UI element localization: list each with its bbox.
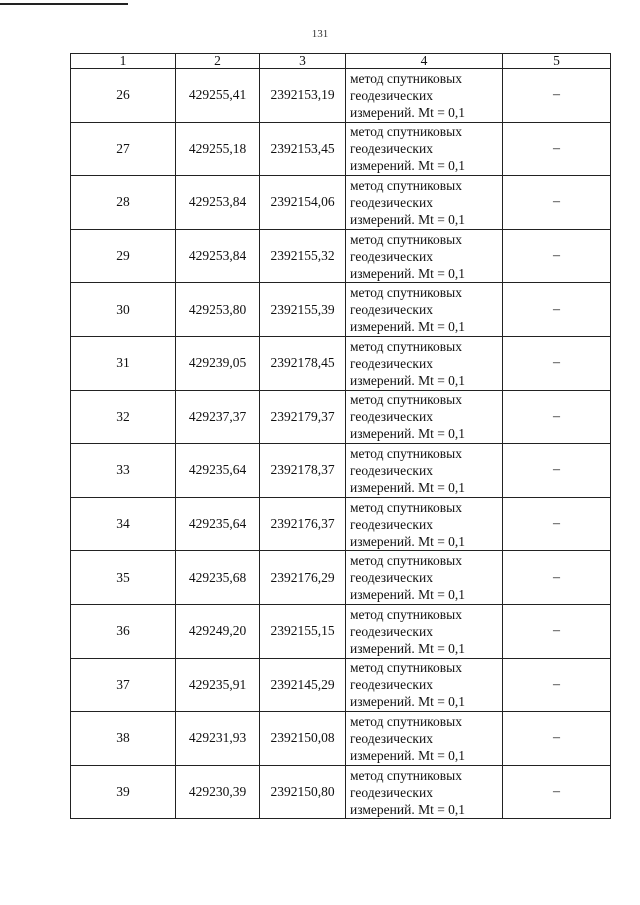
y-coordinate-cell: 2392154,06	[260, 176, 346, 230]
method-text-line: геодезических	[350, 570, 433, 586]
point-number-cell: 32	[71, 390, 176, 444]
y-coordinate-cell: 2392153,45	[260, 122, 346, 176]
table-row	[71, 658, 611, 712]
point-number-cell: 39	[71, 765, 176, 819]
method-text-line: измерений. Mt = 0,1	[350, 211, 466, 227]
method-text-line: измерений. Mt = 0,1	[350, 372, 466, 388]
method-text-line: геодезических	[350, 302, 433, 318]
x-coordinate-cell: 429239,05	[176, 336, 260, 390]
point-number-cell: 36	[71, 604, 176, 658]
method-text-line: геодезических	[350, 516, 433, 532]
method-cell	[346, 444, 503, 498]
note-cell: –	[503, 497, 611, 551]
method-text-line: метод спутниковых	[350, 445, 462, 461]
method-cell	[346, 604, 503, 658]
method-text-line: измерений. Mt = 0,1	[350, 265, 466, 281]
method-cell	[346, 336, 503, 390]
method-text-line: измерений. Mt = 0,1	[350, 533, 466, 549]
x-coordinate-cell: 429249,20	[176, 604, 260, 658]
method-cell	[346, 229, 503, 283]
table-row	[71, 390, 611, 444]
table-row	[71, 712, 611, 766]
method-text-line: измерений. Mt = 0,1	[350, 640, 466, 656]
point-number-cell: 33	[71, 444, 176, 498]
method-cell	[346, 390, 503, 444]
method-text-line: геодезических	[350, 141, 433, 157]
y-coordinate-cell: 2392176,37	[260, 497, 346, 551]
note-cell: –	[503, 604, 611, 658]
point-number-cell: 34	[71, 497, 176, 551]
point-number-cell: 26	[71, 69, 176, 123]
y-coordinate-cell: 2392153,19	[260, 69, 346, 123]
method-text-line: измерений. Mt = 0,1	[350, 104, 466, 120]
method-cell	[346, 551, 503, 605]
method-text-line: геодезических	[350, 248, 433, 264]
y-coordinate-cell: 2392155,15	[260, 604, 346, 658]
table-row	[71, 176, 611, 230]
x-coordinate-cell: 429253,84	[176, 176, 260, 230]
method-cell	[346, 69, 503, 123]
method-text-line: измерений. Mt = 0,1	[350, 747, 466, 763]
note-cell: –	[503, 283, 611, 337]
method-text-line: геодезических	[350, 623, 433, 639]
table-row	[71, 604, 611, 658]
method-text-line: метод спутниковых	[350, 285, 462, 301]
table-row	[71, 69, 611, 123]
x-coordinate-cell: 429253,84	[176, 229, 260, 283]
point-number-cell: 35	[71, 551, 176, 605]
x-coordinate-cell: 429235,64	[176, 497, 260, 551]
point-number-cell: 27	[71, 122, 176, 176]
point-number-cell: 29	[71, 229, 176, 283]
column-header-1: 1	[71, 54, 176, 69]
table-row	[71, 444, 611, 498]
note-cell: –	[503, 712, 611, 766]
table-body	[71, 69, 611, 819]
note-cell: –	[503, 69, 611, 123]
table-row	[71, 122, 611, 176]
y-coordinate-cell: 2392178,45	[260, 336, 346, 390]
y-coordinate-cell: 2392178,37	[260, 444, 346, 498]
x-coordinate-cell: 429237,37	[176, 390, 260, 444]
method-text-line: измерений. Mt = 0,1	[350, 587, 466, 603]
note-cell: –	[503, 336, 611, 390]
method-cell	[346, 176, 503, 230]
y-coordinate-cell: 2392145,29	[260, 658, 346, 712]
method-text-line: геодезических	[350, 462, 433, 478]
x-coordinate-cell: 429235,91	[176, 658, 260, 712]
table-row	[71, 283, 611, 337]
top-rule	[0, 3, 128, 5]
method-text-line: метод спутниковых	[350, 606, 462, 622]
method-text-line: метод спутниковых	[350, 767, 462, 783]
method-text-line: измерений. Mt = 0,1	[350, 479, 466, 495]
coordinates-table	[70, 53, 611, 819]
note-cell: –	[503, 444, 611, 498]
x-coordinate-cell: 429230,39	[176, 765, 260, 819]
method-cell	[346, 765, 503, 819]
table-row	[71, 765, 611, 819]
table-row	[71, 551, 611, 605]
point-number-cell: 37	[71, 658, 176, 712]
note-cell: –	[503, 176, 611, 230]
x-coordinate-cell: 429231,93	[176, 712, 260, 766]
column-header-5: 5	[503, 54, 611, 69]
x-coordinate-cell: 429235,64	[176, 444, 260, 498]
column-header-3: 3	[260, 54, 346, 69]
x-coordinate-cell: 429255,18	[176, 122, 260, 176]
method-text-line: геодезических	[350, 677, 433, 693]
y-coordinate-cell: 2392150,08	[260, 712, 346, 766]
point-number-cell: 30	[71, 283, 176, 337]
point-number-cell: 31	[71, 336, 176, 390]
page-number: 131	[311, 28, 329, 40]
method-text-line: метод спутниковых	[350, 124, 462, 140]
note-cell: –	[503, 551, 611, 605]
method-text-line: метод спутниковых	[350, 660, 462, 676]
method-cell	[346, 712, 503, 766]
method-text-line: измерений. Mt = 0,1	[350, 319, 466, 335]
y-coordinate-cell: 2392155,39	[260, 283, 346, 337]
note-cell: –	[503, 765, 611, 819]
method-text-line: измерений. Mt = 0,1	[350, 694, 466, 710]
method-text-line: метод спутниковых	[350, 553, 462, 569]
method-cell	[346, 283, 503, 337]
method-text-line: метод спутниковых	[350, 177, 462, 193]
method-text-line: геодезических	[350, 194, 433, 210]
method-text-line: метод спутниковых	[350, 499, 462, 515]
table-row	[71, 336, 611, 390]
method-text-line: измерений. Mt = 0,1	[350, 426, 466, 442]
table-row	[71, 229, 611, 283]
method-text-line: метод спутниковых	[350, 338, 462, 354]
x-coordinate-cell: 429255,41	[176, 69, 260, 123]
method-text-line: метод спутниковых	[350, 713, 462, 729]
column-header-4: 4	[346, 54, 503, 69]
method-cell	[346, 122, 503, 176]
y-coordinate-cell: 2392150,80	[260, 765, 346, 819]
x-coordinate-cell: 429253,80	[176, 283, 260, 337]
method-cell	[346, 658, 503, 712]
x-coordinate-cell: 429235,68	[176, 551, 260, 605]
y-coordinate-cell: 2392155,32	[260, 229, 346, 283]
method-text-line: измерений. Mt = 0,1	[350, 801, 466, 817]
method-text-line: метод спутниковых	[350, 392, 462, 408]
header-row	[71, 54, 611, 69]
table-row	[71, 497, 611, 551]
method-text-line: геодезических	[350, 730, 433, 746]
method-text-line: метод спутниковых	[350, 70, 462, 86]
method-text-line: геодезических	[350, 409, 433, 425]
note-cell: –	[503, 390, 611, 444]
method-text-line: геодезических	[350, 355, 433, 371]
point-number-cell: 38	[71, 712, 176, 766]
method-cell	[346, 497, 503, 551]
note-cell: –	[503, 658, 611, 712]
method-text-line: геодезических	[350, 784, 433, 800]
method-text-line: метод спутниковых	[350, 231, 462, 247]
y-coordinate-cell: 2392176,29	[260, 551, 346, 605]
method-text-line: геодезических	[350, 87, 433, 103]
note-cell: –	[503, 122, 611, 176]
y-coordinate-cell: 2392179,37	[260, 390, 346, 444]
column-header-2: 2	[176, 54, 260, 69]
note-cell: –	[503, 229, 611, 283]
point-number-cell: 28	[71, 176, 176, 230]
method-text-line: измерений. Mt = 0,1	[350, 158, 466, 174]
